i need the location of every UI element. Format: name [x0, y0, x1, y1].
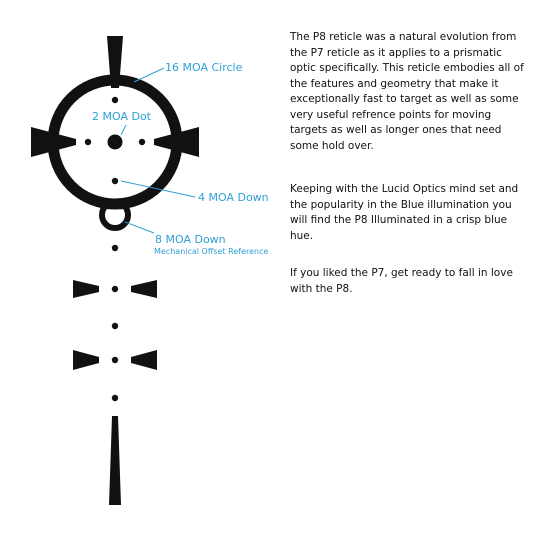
center-dot — [108, 135, 123, 150]
description-paragraph-2: Keeping with the Lucid Optics mind set and the popularity in the Blue illumination you will find the P8 Illuminated in a crisp blue hue. — [290, 183, 519, 242]
lower-dot-3 — [112, 395, 118, 401]
eight-moa-leader-line — [125, 222, 154, 233]
stadia-left-2 — [73, 350, 99, 370]
circle-callout: 16 MOA Circle — [165, 61, 243, 74]
lower-dot-2 — [112, 323, 118, 329]
right-wedge-dot — [139, 139, 145, 145]
stadia-dot-1 — [112, 286, 118, 292]
mechanical-offset-callout: Mechanical Offset Reference — [154, 247, 269, 256]
top-post-dot — [112, 97, 118, 103]
stadia-right-2 — [131, 350, 157, 370]
four-moa-callout: 4 MOA Down — [198, 191, 269, 204]
description-paragraph-3: If you liked the P7, get ready to fall in love with the P8. — [290, 267, 513, 295]
stadia-dot-2 — [112, 357, 118, 363]
four-moa-down-dot — [112, 178, 118, 184]
description-paragraph-1: The P8 reticle was a natural evolution from the P7 reticle as it applies to a prismatic optic specifically. This reticle embodies all of the features and geometry that make it exceptionally fast to target as well as some very useful refrence points for moving targets as well as longer ones that need some hold over. — [290, 31, 524, 152]
left-wedge-dot — [85, 139, 91, 145]
stadia-right-1 — [131, 280, 157, 298]
bottom-post — [109, 416, 121, 505]
circle-leader-line — [134, 68, 164, 82]
dot-leader-line — [121, 125, 126, 135]
dot-callout: 2 MOA Dot — [92, 110, 151, 123]
stadia-left-1 — [73, 280, 99, 298]
eight-moa-callout: 8 MOA Down — [155, 233, 226, 246]
lower-dot-1 — [112, 245, 118, 251]
